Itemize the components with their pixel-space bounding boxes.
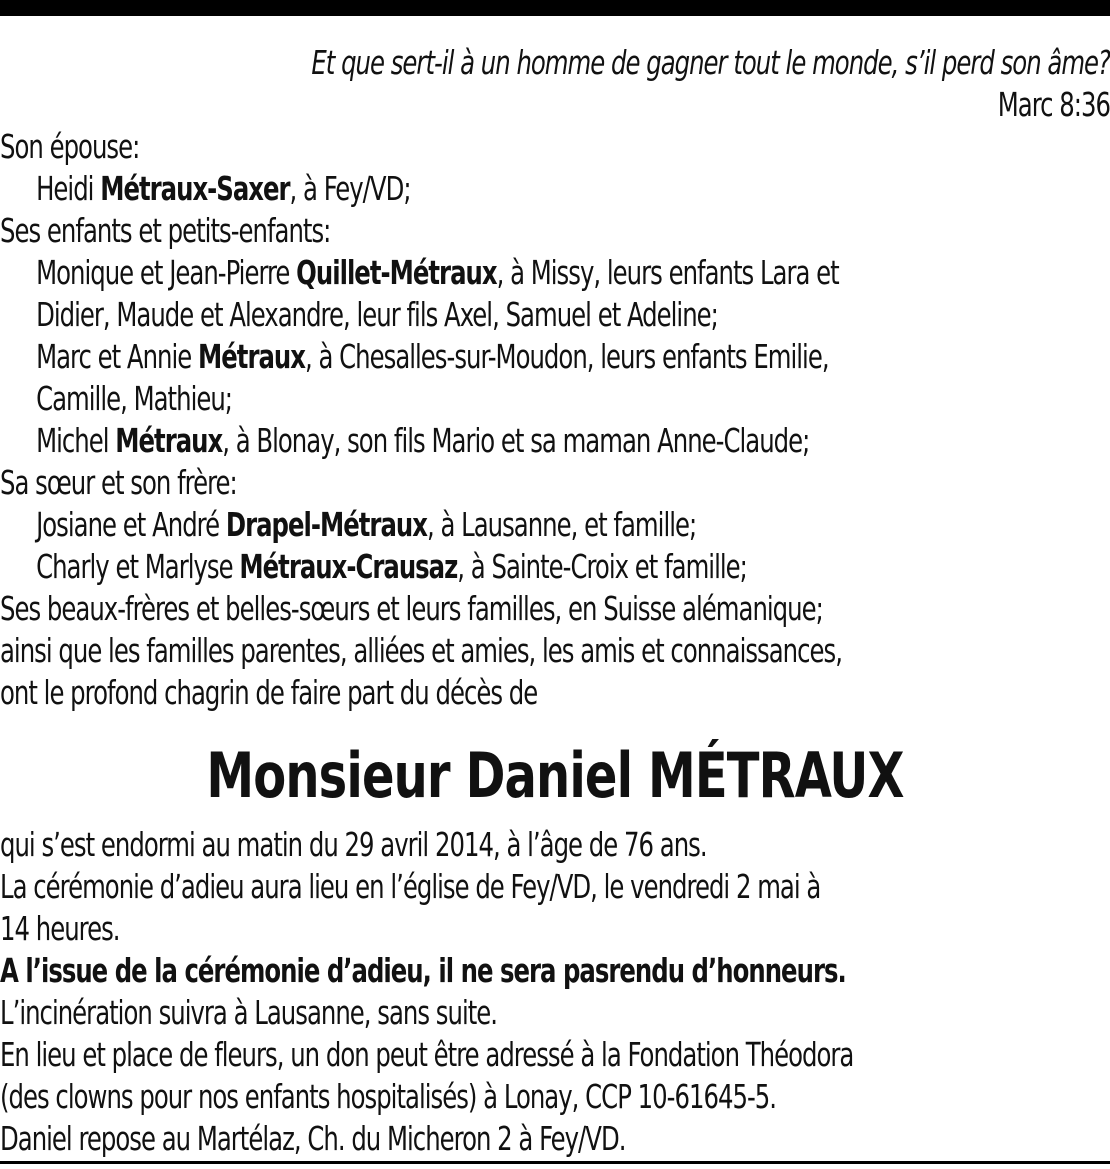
cremation-details: L’incinération suivra à Lausanne, sans suite. bbox=[0, 993, 498, 1032]
no-honours-notice: A l’issue de la cérémonie d’adieu, il ne sera pasrendu d’honneurs. bbox=[0, 951, 846, 990]
sibling-surname: Métraux-Crausaz bbox=[239, 547, 458, 586]
child-entry: Michel Métraux, à Blonay, son fils Mario et sa maman Anne-Claude; bbox=[36, 421, 810, 460]
resting-place: Daniel repose au Martélaz, Ch. du Micheron 2 à Fey/VD. bbox=[0, 1119, 626, 1158]
donation-details: En lieu et place de fleurs, un don peut être adressé à la Fondation Théodora bbox=[0, 1035, 854, 1074]
obituary-notice bbox=[0, 42, 1110, 1160]
sibling-entry: Charly et Marlyse Métraux-Crausaz, à Sainte-Croix et famille; bbox=[36, 547, 747, 586]
child-surname: Quillet-Métraux bbox=[296, 253, 497, 292]
child-surname: Métraux bbox=[115, 421, 223, 460]
bottom-rule bbox=[0, 1161, 1110, 1164]
sibling-entry: Josiane et André Drapel-Métraux, à Lausanne, et famille; bbox=[36, 505, 697, 544]
child-entry-continuation: Didier, Maude et Alexandre, leur fils Axel, Samuel et Adeline; bbox=[36, 295, 718, 334]
deceased-name: Monsieur Daniel MÉTRAUX bbox=[206, 739, 904, 812]
spouse-entry: Heidi Métraux-Saxer, à Fey/VD; bbox=[36, 169, 411, 208]
top-rule bbox=[0, 0, 1110, 16]
child-entry: Monique et Jean-Pierre Quillet-Métraux, à Missy, leurs enfants Lara et bbox=[36, 253, 839, 292]
verse-reference: Marc 8:36 bbox=[997, 85, 1110, 124]
siblings-heading: Sa sœur et son frère: bbox=[0, 463, 237, 502]
spouse-surname: Métraux-Saxer bbox=[100, 169, 290, 208]
child-entry-continuation: Camille, Mathieu; bbox=[36, 379, 233, 418]
child-surname: Métraux bbox=[198, 337, 305, 376]
children-heading: Ses enfants et petits-enfants: bbox=[0, 211, 331, 250]
sibling-surname: Drapel-Métraux bbox=[225, 505, 427, 544]
death-details: qui s’est endormi au matin du 29 avril 2014, à l’âge de 76 ans. bbox=[0, 825, 707, 864]
bible-verse: Et que sert-il à un homme de gagner tout le monde, s’il perd son âme? bbox=[311, 43, 1110, 82]
announcement-line: ont le profond chagrin de faire part du décès de bbox=[0, 673, 538, 712]
donation-details-continuation: (des clowns pour nos enfants hospitalisés) à Lonay, CCP 10-61645-5. bbox=[0, 1077, 777, 1116]
ceremony-details: La cérémonie d’adieu aura lieu en l’église de Fey/VD, le vendredi 2 mai à bbox=[0, 867, 821, 906]
spouse-heading: Son épouse: bbox=[0, 127, 140, 166]
child-entry: Marc et Annie Métraux, à Chesalles-sur-Moudon, leurs enfants Emilie, bbox=[36, 337, 829, 376]
ceremony-details-continuation: 14 heures. bbox=[0, 909, 120, 948]
in-laws-line: Ses beaux-frères et belles-sœurs et leurs familles, en Suisse alémanique; bbox=[0, 589, 823, 628]
relatives-line: ainsi que les familles parentes, alliées et amies, les amis et connaissances, bbox=[0, 631, 842, 670]
